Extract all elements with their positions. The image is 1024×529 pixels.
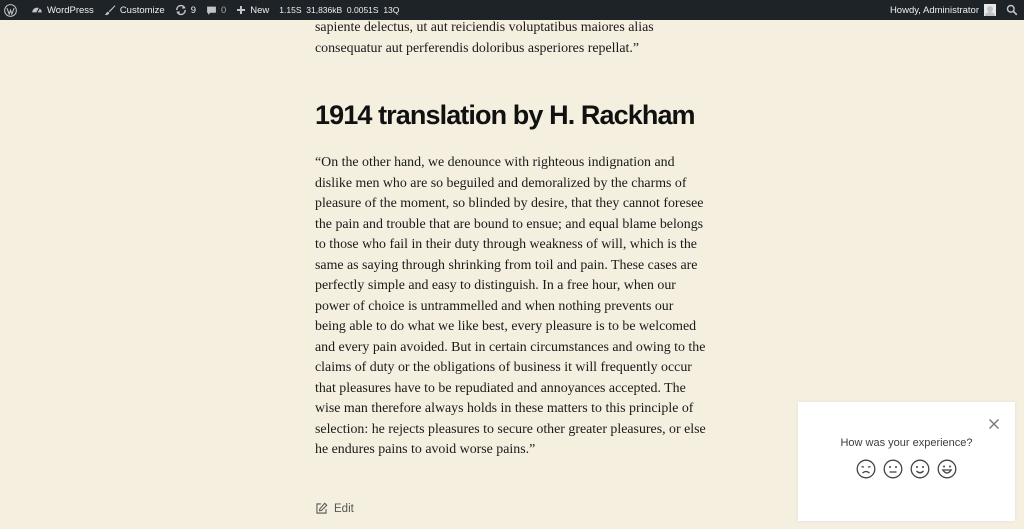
plus-icon: [236, 5, 246, 15]
edit-icon: [315, 502, 328, 515]
new-label: New: [250, 4, 270, 16]
comments-menu[interactable]: [201, 0, 231, 20]
very-satisfied-face-icon[interactable]: [937, 459, 957, 479]
comments-count: 0: [220, 4, 227, 16]
customize-label: Customize: [119, 4, 165, 16]
neutral-face-icon[interactable]: [883, 459, 903, 479]
close-icon[interactable]: [988, 418, 1000, 430]
comment-icon: [206, 5, 217, 16]
very-dissatisfied-face-icon[interactable]: [856, 459, 876, 479]
qm-queries: 13Q: [383, 5, 400, 15]
wordpress-logo-icon: [4, 4, 17, 17]
search-menu[interactable]: [1001, 0, 1024, 20]
qm-time: 1.15S: [279, 5, 302, 15]
satisfied-face-icon[interactable]: [910, 459, 930, 479]
new-content-menu[interactable]: [231, 0, 274, 20]
feedback-question: How was your experience?: [840, 437, 973, 449]
site-name-menu[interactable]: [26, 0, 99, 20]
qm-memory: 31,836kB: [306, 5, 343, 15]
customize-menu[interactable]: [99, 0, 170, 20]
qm-db-time: 0.0051S: [346, 5, 379, 15]
feedback-faces: [798, 459, 1015, 479]
updates-icon: [175, 4, 187, 16]
feedback-widget: [798, 402, 1015, 521]
paintbrush-icon: [104, 4, 116, 16]
site-name-label: WordPress: [47, 4, 94, 16]
section-heading: 1914 translation by H. Rackham: [315, 100, 695, 130]
paragraph-top: sapiente delectus, ut aut reiciendis voluptatibus maiores alias consequatur aut perferendis doloribus asperiores repellat.”: [315, 20, 654, 56]
avatar: [984, 4, 996, 16]
search-icon: [1006, 4, 1018, 16]
edit-label: Edit: [334, 502, 354, 515]
updates-count: 9: [190, 4, 196, 16]
updates-menu[interactable]: [170, 0, 201, 20]
greeting-label: Howdy, Administrator: [889, 4, 979, 16]
query-monitor-menu[interactable]: [274, 0, 404, 20]
admin-bar: [0, 0, 1024, 20]
dashboard-icon: [31, 4, 43, 16]
edit-link[interactable]: [315, 502, 354, 515]
my-account-menu[interactable]: [885, 0, 1001, 20]
wordpress-logo-menu[interactable]: [0, 0, 26, 20]
paragraph-main: “On the other hand, we denounce with righteous indignation and dislike men who are so beguiled and demoralized by the charms of pleasure of the moment, so blinded by desire, that they cannot foresee the pain and trouble that are bound to ensue; and equal blame belongs to those who fail in their duty through weakness of will, which is the same as saying through shrinking from toil and pain. These cases are perfectly simple and easy to distinguish. In a free hour, when our power of choice is untrammelled and when nothing prevents our being able to do what we like best, every pleasure is to be welcomed and every pain avoided. But in certain circumstances and owing to the claims of duty or the obligations of business it will frequently occur that pleasures have to be repudiated and annoyances accepted. The wise man therefore always holds in these matters to this principle of selection: he rejects pleasures to secure other greater pleasures, or else he endures pains to avoid worse pains.”: [315, 155, 706, 457]
